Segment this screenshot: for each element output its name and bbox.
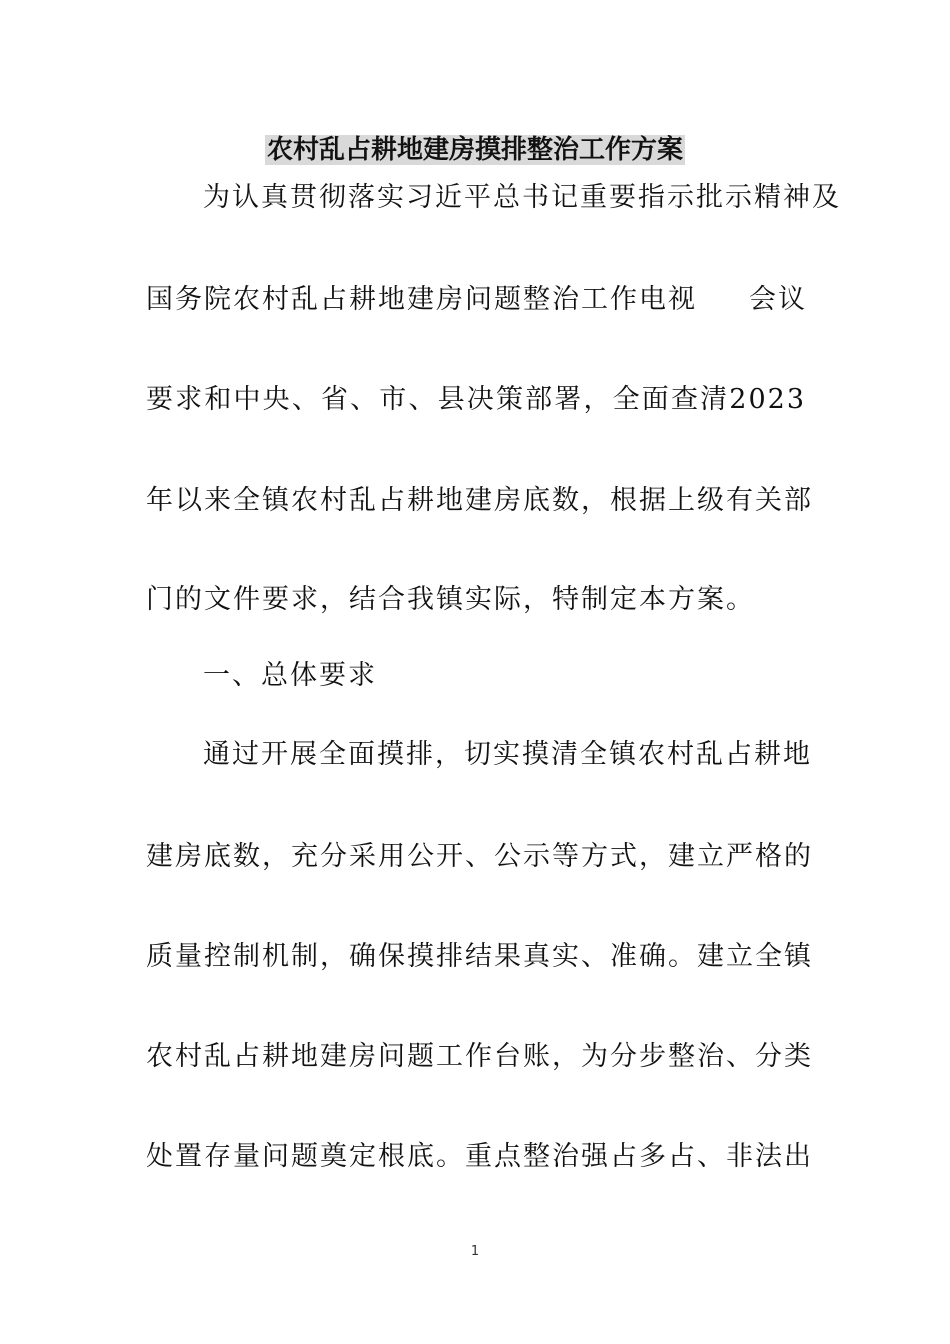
paragraph-1-line-2a: 国务院农村乱占耕地建房问题整治工作电视 [146,284,697,315]
document-title-text: 农村乱占耕地建房摸排整治工作方案 [266,135,683,165]
paragraph-1-line-5: 门的文件要求，结合我镇实际，特制定本方案。 [146,584,755,615]
paragraph-2-line-5: 处置存量问题奠定根底。重点整治强占多占、非法出 [146,1141,813,1172]
paragraph-1-line-2 [146,280,806,320]
paragraph-1-line-1: 为认真贯彻落实习近平总书记重要指示批示精神及 [203,182,841,213]
section-1-heading: 一、总体要求 [203,660,377,691]
paragraph-2-line-2: 建房底数，充分采用公开、公示等方式，建立严格的 [146,841,813,872]
page-number: 1 [470,1244,480,1259]
document-title [0,130,950,170]
paragraph-1-line-3: 要求和中央、省、市、县决策部署，全面查清2023 [146,384,806,415]
paragraph-2-line-1: 通过开展全面摸排，切实摸清全镇农村乱占耕地 [203,739,812,770]
paragraph-1-line-2b: 会议 [749,284,807,315]
paragraph-2-line-4: 农村乱占耕地建房问题工作台账，为分步整治、分类 [146,1041,813,1072]
paragraph-2-line-3: 质量控制机制，确保摸排结果真实、准确。建立全镇 [146,941,813,972]
paragraph-1-line-4: 年以来全镇农村乱占耕地建房底数，根据上级有关部 [146,485,813,516]
